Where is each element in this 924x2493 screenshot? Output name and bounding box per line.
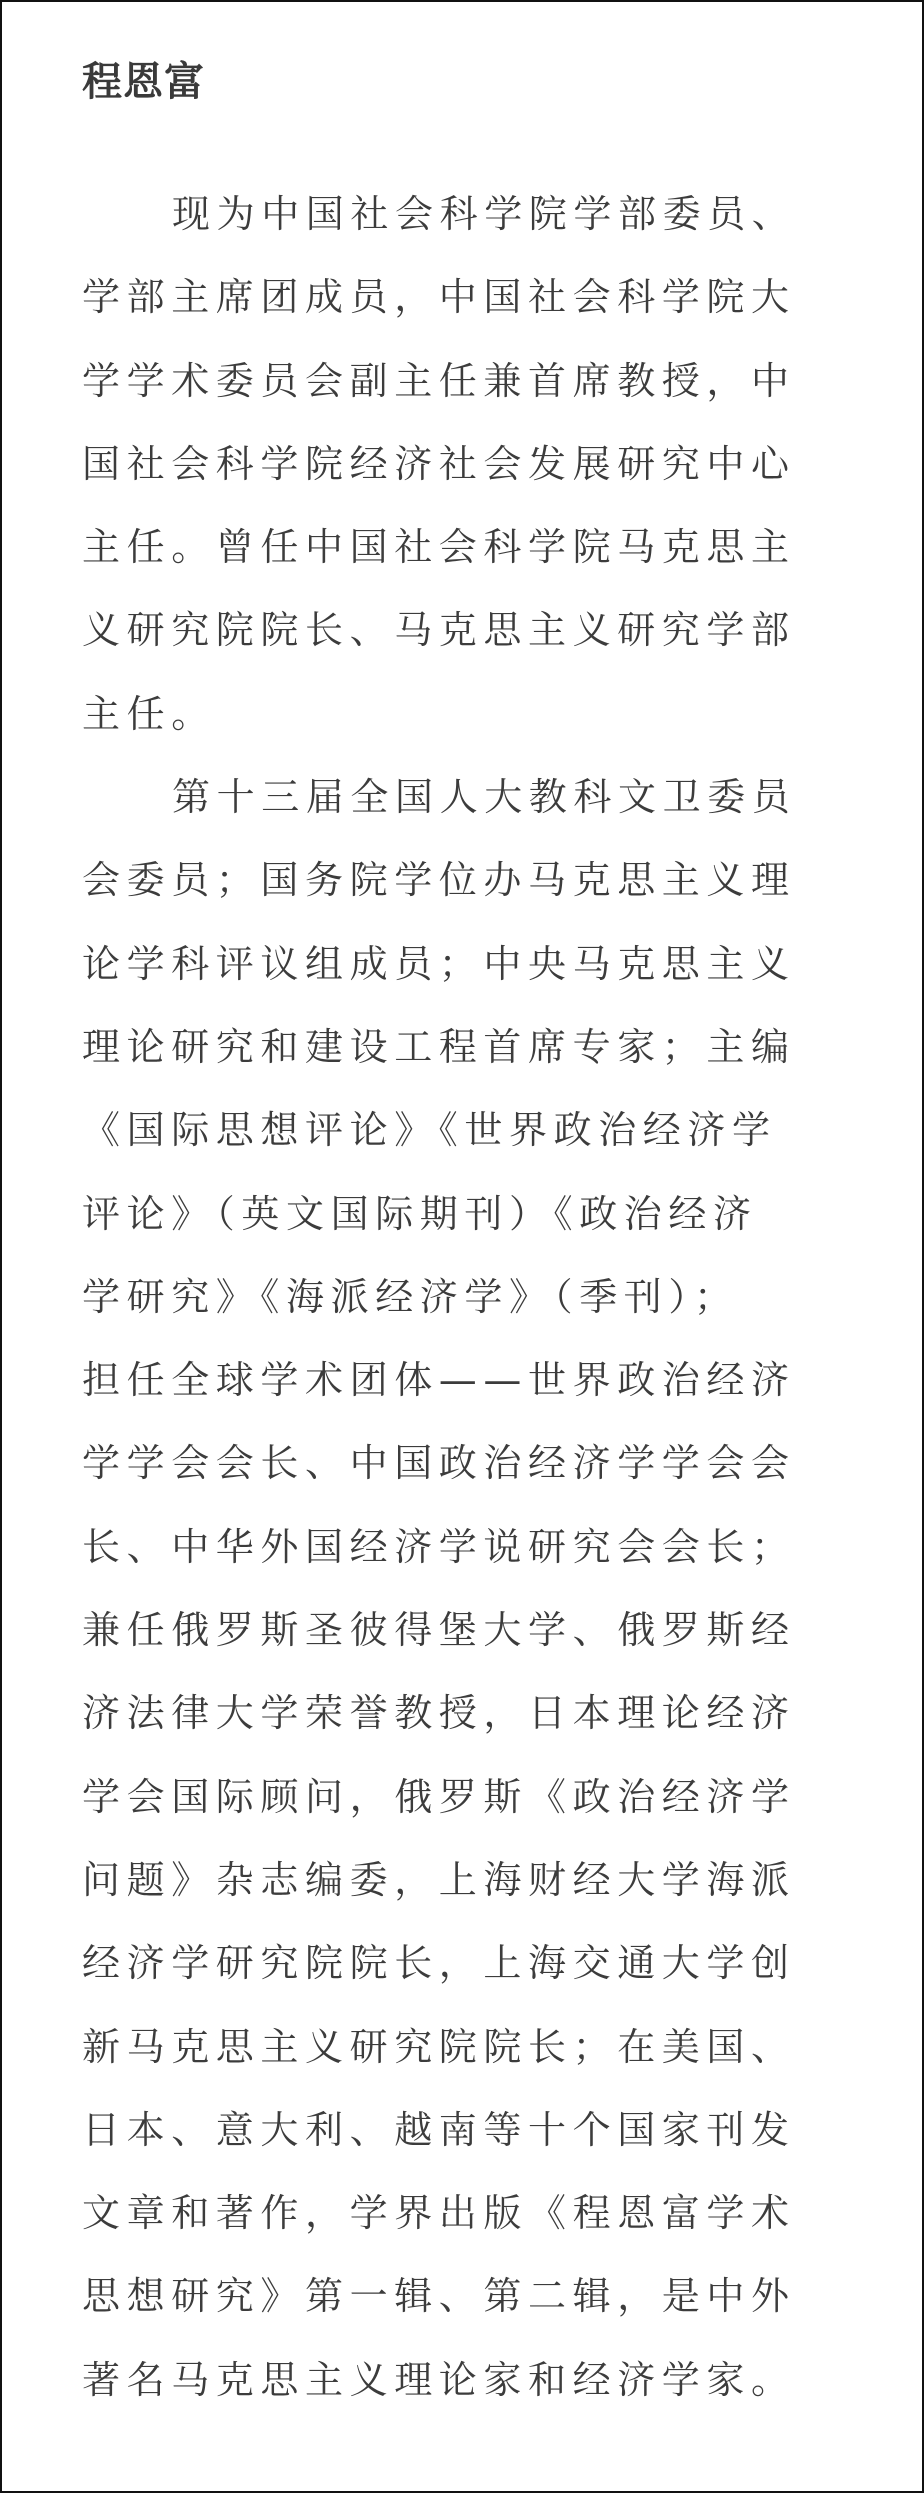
paragraph-line: 理论研究和建设工程首席专家；主编 <box>82 1024 796 1069</box>
paragraph-line: 长、中华外国经济学说研究会会长； <box>82 1524 796 1569</box>
paragraph-line: 《国际思想评论》《世界政治经济学 <box>82 1108 777 1153</box>
paragraph-first-line: 现为中国社会科学院学部委员、 <box>172 192 797 236</box>
paragraph-line: 论学科评议组成员；中央马克思主义 <box>82 941 796 986</box>
paragraph-line: 经济学研究院院长，上海交通大学创 <box>82 1941 796 1986</box>
paragraph-line: 评论》（英文国际期刊）《政治经济 <box>82 1191 758 1236</box>
paragraph-line: 担任全球学术团体——世界政治经济 <box>82 1358 796 1403</box>
paragraph-line: 新马克思主义研究院院长；在美国、 <box>82 2024 796 2069</box>
paragraph-line: 济法律大学荣誉教授，日本理论经济 <box>82 1691 796 1736</box>
paragraph-line: 学部主席团成员，中国社会科学院大 <box>82 275 796 320</box>
paragraph-line: 日本、意大利、越南等十个国家刊发 <box>82 2107 796 2152</box>
paragraph-line: 主任。 <box>82 691 216 736</box>
paragraph-line: 学会国际顾问，俄罗斯《政治经济学 <box>82 1774 796 1819</box>
author-biography <box>82 173 862 2422</box>
paragraph-line: 学学会会长、中国政治经济学学会会 <box>82 1441 796 1486</box>
paragraph-line: 国社会科学院经济社会发展研究中心 <box>82 441 796 486</box>
paragraph-line: 问题》杂志编委，上海财经大学海派 <box>82 1857 796 1902</box>
paragraph-line: 会委员；国务院学位办马克思主义理 <box>82 858 796 903</box>
paragraph-line: 主任。曾任中国社会科学院马克思主 <box>82 525 796 570</box>
paragraph-line: 文章和著作，学界出版《程恩富学术 <box>82 2191 796 2236</box>
paragraph-line: 著名马克思主义理论家和经济学家。 <box>82 2357 796 2402</box>
paragraph-line: 学研究》《海派经济学》（季刊）； <box>82 1274 739 1319</box>
paragraph-line: 兼任俄罗斯圣彼得堡大学、俄罗斯经 <box>82 1608 796 1653</box>
paragraph-first-line: 第十三届全国人大教科文卫委员 <box>172 775 797 820</box>
paragraph-line: 学学术委员会副主任兼首席教授，中 <box>82 358 796 403</box>
author-name-heading: 程恩富 <box>82 59 205 105</box>
paragraph-line: 思想研究》第一辑、第二辑，是中外 <box>82 2274 796 2319</box>
paragraph-line: 义研究院院长、马克思主义研究学部 <box>82 608 796 653</box>
